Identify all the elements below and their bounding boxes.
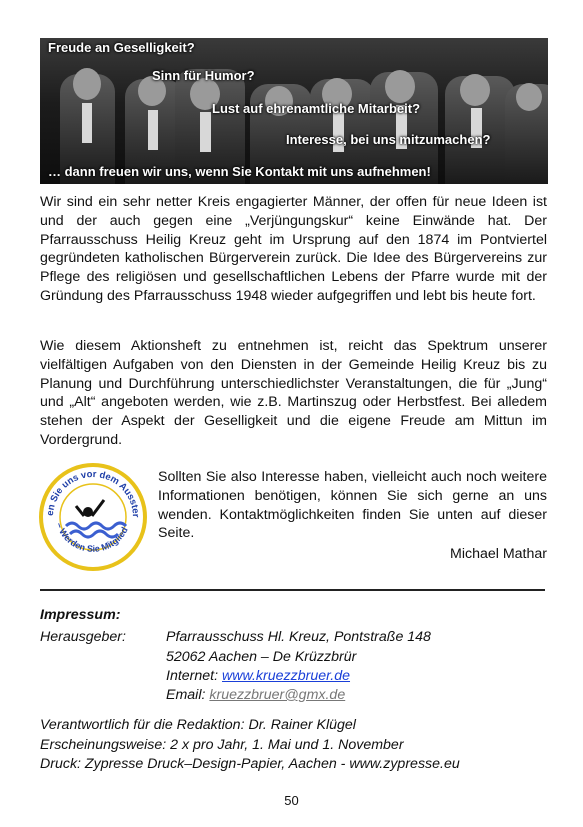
banner-line-5: … dann freuen wir uns, wenn Sie Kontakt mit uns aufnehmen! bbox=[48, 164, 431, 179]
internet-label: Internet: bbox=[166, 668, 219, 684]
banner-line-2: Sinn für Humor? bbox=[152, 68, 255, 83]
svg-text:– Werden Sie Mitglied !: – Werden Sie Mitglied bbox=[54, 521, 130, 554]
email-line bbox=[166, 687, 345, 703]
email-label: Email: bbox=[166, 687, 206, 703]
banner-line-3: Lust auf ehrenamtliche Mitarbeit? bbox=[212, 101, 421, 116]
svg-text:Retten Sie uns vor dem Ausster: en Sie uns vor dem Ausster bbox=[44, 468, 142, 518]
intro-paragraph: Wir sind ein sehr netter Kreis engagierter Männer, der offen für neue Ideen ist und der auch gegen eine „Verjüngungskur“ keine Einwände hat. Der Pfarrausschuss Heilig Kreuz geht im Ursprung auf den 1874 im Pontviertel gegründeten katholischen Bürgerverein zurück. Die Idee des Bürgervereins zur Pflege des religiösen und gesellschaftlichen Lebens der Pfarre wurde mit der Gründung des Pfarrausschuss 1948 wieder aufgegriffen und lebt bis heute fort. bbox=[40, 194, 547, 304]
page-number: 50 bbox=[284, 793, 299, 808]
banner-line-4: Interesse, bei uns mitzumachen? bbox=[286, 132, 491, 147]
print-line: Druck: Zypresse Druck–Design-Papier, Aachen - www.zypresse.eu bbox=[40, 756, 460, 772]
signature: Michael Mathar bbox=[450, 546, 547, 562]
banner-line-1: Freude an Geselligkeit? bbox=[48, 40, 195, 55]
publisher-name: Pfarrausschuss Hl. Kreuz, Pontstraße 148 bbox=[166, 629, 431, 645]
membership-logo bbox=[36, 460, 150, 574]
email-link[interactable]: kruezzbruer@gmx.de bbox=[209, 687, 346, 703]
editor-line: Verantwortlich für die Redaktion: Dr. Rainer Klügel bbox=[40, 717, 356, 733]
publisher-city: 52062 Aachen – De Krüzzbrür bbox=[166, 649, 357, 665]
frequency-line: Erscheinungsweise: 2 x pro Jahr, 1. Mai und 1. November bbox=[40, 737, 404, 753]
banner-photo bbox=[40, 38, 548, 184]
divider bbox=[40, 589, 545, 591]
internet-link[interactable]: www.kruezzbruer.de bbox=[222, 668, 351, 684]
publisher-label: Herausgeber: bbox=[40, 629, 126, 645]
internet-line bbox=[166, 668, 350, 684]
impressum-heading: Impressum: bbox=[40, 607, 121, 623]
activities-paragraph: Wie diesem Aktionsheft zu entnehmen ist, reicht das Spektrum unserer vielfältigen Aufgaben von den Diensten in der Gemeinde Heilig Kreuz bis zu Planung und Durchführung unterschiedlichster Veranstaltungen, die für „Jung“ und „Alt“ angeboten werden, wie z.B. Martinszug oder Herbstfest. Bei alledem stehen der Aspekt der Geselligkeit und die eigene Freude am Mittun im Vordergrund. bbox=[40, 338, 547, 448]
contact-paragraph: Sollten Sie also Interesse haben, vielleicht auch noch weitere Informationen benötigen, können Sie sich gerne an uns wenden. Kontaktmöglichkeiten finden Sie unten auf dieser Seite. bbox=[158, 469, 547, 542]
